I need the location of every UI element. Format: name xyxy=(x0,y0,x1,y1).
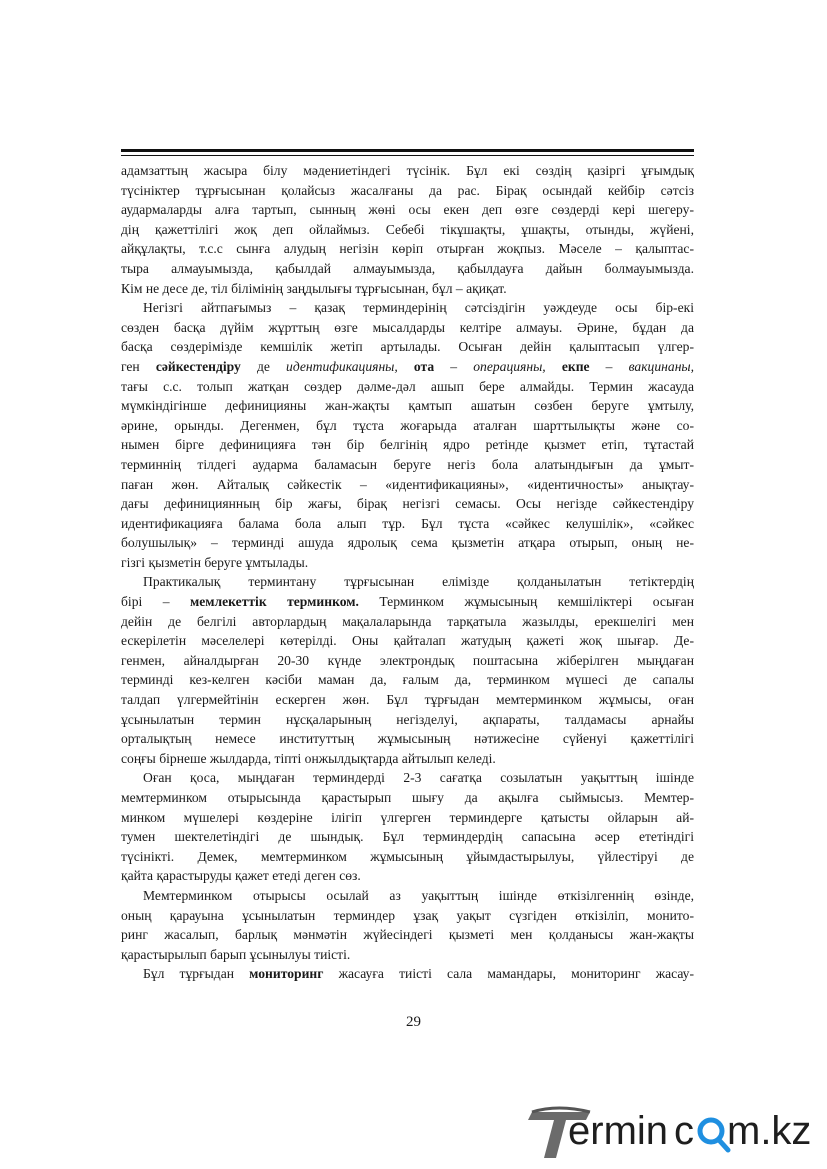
svg-text:ermin: ermin xyxy=(568,1109,669,1153)
text-run: әрине, орынды. Дегенмен, бұл тұста жоғарыда аталған шарттылықты және со- xyxy=(121,417,694,433)
body-text xyxy=(121,161,694,984)
bold-term: екпе xyxy=(561,358,590,374)
text-run: ринг жасалып, барлық мәнмәтін жүйесіндегі қызметі мен қолданысы жан-жақты xyxy=(121,927,694,943)
text-line xyxy=(121,494,694,514)
text-line xyxy=(121,572,694,592)
text-run: Оған қоса, мыңдаған терминдерді 2-3 сағатқа созылатын уақыттың ішінде xyxy=(143,770,694,786)
text-line xyxy=(121,729,694,749)
text-run: орталықтың немесе институттың жұмысының нәтижесіне сүйенуі қажеттілігі xyxy=(121,731,694,747)
text-run: қайта қарастыруды қажет етеді деген сөз. xyxy=(121,868,361,884)
text-line xyxy=(121,886,694,906)
bold-term: сәйкестендіру xyxy=(155,358,241,374)
text-line xyxy=(121,377,694,397)
text-run: Терминком жұмысының кемшіліктері осыған xyxy=(358,594,694,610)
text-line xyxy=(121,945,694,965)
text-line xyxy=(121,279,694,299)
bold-term: мемлекеттік терминком. xyxy=(189,594,359,610)
text-line xyxy=(121,925,694,945)
text-line xyxy=(121,337,694,357)
text-line xyxy=(121,239,694,259)
text-line xyxy=(121,553,694,573)
text-run: айқұлақты, т.с.с сынға алудың негізін көріп отырған жоқпыз. Мәселе – қалыптас- xyxy=(121,241,694,257)
text-run: дейін де белгілі авторлардың мақалаларында тарқатыла жазылды, ерекшелігі мен xyxy=(121,613,694,629)
text-line xyxy=(121,298,694,318)
text-run: гізгі қызметін беруге ұмтылады. xyxy=(121,554,309,570)
text-run: дің қажеттілігі жоқ деп ойлаймыз. Себебі тікұшақты, ұшақты, отынды, жүйені, xyxy=(121,221,694,237)
text-line xyxy=(121,259,694,279)
text-run: түсінікті. Демек, мемтерминком жұмысының ұйымдастырылуы, үйлестіруі де xyxy=(121,848,694,864)
text-run: болушылық» – терминді ашуда ядролық сема қызметін атқара отырып, оның не- xyxy=(121,535,694,551)
text-line xyxy=(121,612,694,632)
text-line xyxy=(121,435,694,455)
text-line xyxy=(121,749,694,769)
text-line xyxy=(121,670,694,690)
text-run: де xyxy=(240,358,287,374)
text-run: тағы с.с. толып жатқан сөздер дәлме-дәл ашып бере алмайды. Термин жасауда xyxy=(121,378,694,394)
italic-term: идентификацияны, xyxy=(286,358,398,374)
text-line xyxy=(121,220,694,240)
text-run: мемтерминком отырысында қарастырып шығу да ақылға сыймысыз. Мемтер- xyxy=(121,790,694,805)
text-line xyxy=(121,357,694,377)
bold-term: мониторинг xyxy=(249,966,324,982)
page-number: 29 xyxy=(406,1014,421,1030)
text-line xyxy=(121,161,694,181)
text-run: оның қарауына ұсынылатын терминдер ұзақ уақыт сүзгіден өткізіліп, монито- xyxy=(121,907,694,923)
text-run: – xyxy=(589,358,629,374)
text-run: Негізгі айтпағымыз – қазақ терминдерінің сәтсіздігін уәждеуде осы бір-екі xyxy=(143,300,694,316)
text-line xyxy=(121,690,694,710)
text-run: Кім не десе де, тіл білімінің заңдылығы тұрғысынан, бұл – ақиқат. xyxy=(121,280,507,296)
header-rule-thin xyxy=(121,155,694,156)
text-run: адамзаттың жасыра білу мәдениетіндегі түсінік. Бұл екі сөздің қазіргі ұғымдық xyxy=(121,163,694,178)
text-run: түсініктер тұрғысынан қолайсыз жасалғаны да рас. Бірақ осындай кейбір сәтсіз xyxy=(121,182,694,198)
text-run: терминді кез-келген кәсіби маман да, ғалым да, терминком мүшесі де сапалы xyxy=(121,672,694,688)
text-run: ескерілетін мәселелері көтерілді. Оны қайталап жатудың қажеті жоқ шығар. Де- xyxy=(121,633,694,649)
header-rule-thick xyxy=(121,149,694,152)
text-run: сөзден басқа дүйім жұрттың өзге мысалдарды келтіре алмауы. Әрине, бұдан да xyxy=(121,319,694,335)
text-line xyxy=(121,827,694,847)
text-line xyxy=(121,788,694,808)
text-line xyxy=(121,533,694,553)
text-run xyxy=(546,359,562,374)
text-run: қарастырылып барып ұсынылуы тиісті. xyxy=(121,946,351,962)
text-run: аудармаларды алға тартып, сынның жөні осы екен деп өзге сөздерді кері шегеру- xyxy=(121,202,694,218)
text-line xyxy=(121,710,694,730)
text-run: талдап үлгермейтінін ескерген жөн. Бұл тұрғыдан мемтерминком жұмысы, оған xyxy=(121,692,694,708)
text-line xyxy=(121,396,694,416)
text-line xyxy=(121,514,694,534)
text-run: бірі – xyxy=(121,594,190,610)
text-run: нымен бірге дефиницияға тән бір белгінің ядро ретінде қызмет етіп, тұтастай xyxy=(121,437,694,453)
text-run: Бұл тұрғыдан xyxy=(143,966,250,982)
svg-text:m.kz: m.kz xyxy=(727,1109,812,1153)
text-run: паған жөн. Айталық сәйкестік – «идентификацияны», «идентичносты» анықтау- xyxy=(121,476,694,492)
text-line xyxy=(121,651,694,671)
text-line xyxy=(121,906,694,926)
text-line xyxy=(121,416,694,436)
text-line xyxy=(121,847,694,867)
text-run: соңғы бірнеше жылдарда, тіпті онжылдықтарда айтылып келеді. xyxy=(121,750,496,766)
text-line xyxy=(121,866,694,886)
text-run: терминнің тілдегі аударма баламасын беруге негіз бола алатындығын да ұмыт- xyxy=(121,456,694,472)
text-run: мүмкіндігінше дефиницияны жан-жақты қамтып ашатын сөзбен беруге ұмтылу, xyxy=(121,398,694,414)
italic-term: операцияны, xyxy=(473,358,546,374)
text-run: дағы дефинициянның бір жағы, бірақ негізгі семасы. Осы негізде сәйкестендіру xyxy=(121,496,694,512)
text-line xyxy=(121,631,694,651)
text-run: тыра алмауымызда, қабылдай алмауымызда, қабылдауға дайын болмауымызда. xyxy=(121,260,694,276)
text-run: басқа сөздерімізде кемшілік жетіп артылады. Осыған дейін қалыптасып үлгер- xyxy=(121,339,694,355)
text-run: ұсынылатын термин нұсқаларының негізделуі, ақпараты, талдамасы арнайы xyxy=(121,711,694,727)
text-run: минком мүшелері көздеріне ілігіп үлгерген терминдерге қатысты ойларын ай- xyxy=(121,809,694,825)
text-run xyxy=(398,359,414,374)
text-run: генмен, айналдырған 20-30 күнде электрондық поштасына жіберілген мыңдаған xyxy=(121,652,694,668)
text-line xyxy=(121,768,694,788)
text-run: Мемтерминком отырысы осылай аз уақыттың ішінде өткізілгеннің өзінде, xyxy=(143,887,694,903)
text-line xyxy=(121,475,694,495)
text-run: Практикалық терминтану тұрғысынан елімізде қолданылатын тетіктердің xyxy=(143,574,694,590)
text-run: жасауға тиісті сала мамандары, мониторинг жасау- xyxy=(323,966,694,982)
text-line xyxy=(121,318,694,338)
svg-text:c: c xyxy=(674,1109,694,1153)
text-line xyxy=(121,808,694,828)
text-line xyxy=(121,592,694,612)
italic-term: вакцинаны, xyxy=(628,358,695,374)
text-line xyxy=(121,455,694,475)
text-line xyxy=(121,964,694,984)
text-run: идентификацияға балама бола алып тұр. Бұл тұста «сәйкес келушілік», «сәйкес xyxy=(121,515,694,531)
bold-term: ота xyxy=(413,358,435,374)
text-run: ген xyxy=(121,358,156,374)
text-line xyxy=(121,200,694,220)
termincom-logo[interactable] xyxy=(528,1098,818,1160)
text-run: тумен шектелетіндігі де шындық. Бұл терминдердің сапасына әсер ететіндігі xyxy=(121,829,694,845)
text-line xyxy=(121,181,694,201)
text-run: – xyxy=(434,358,474,374)
